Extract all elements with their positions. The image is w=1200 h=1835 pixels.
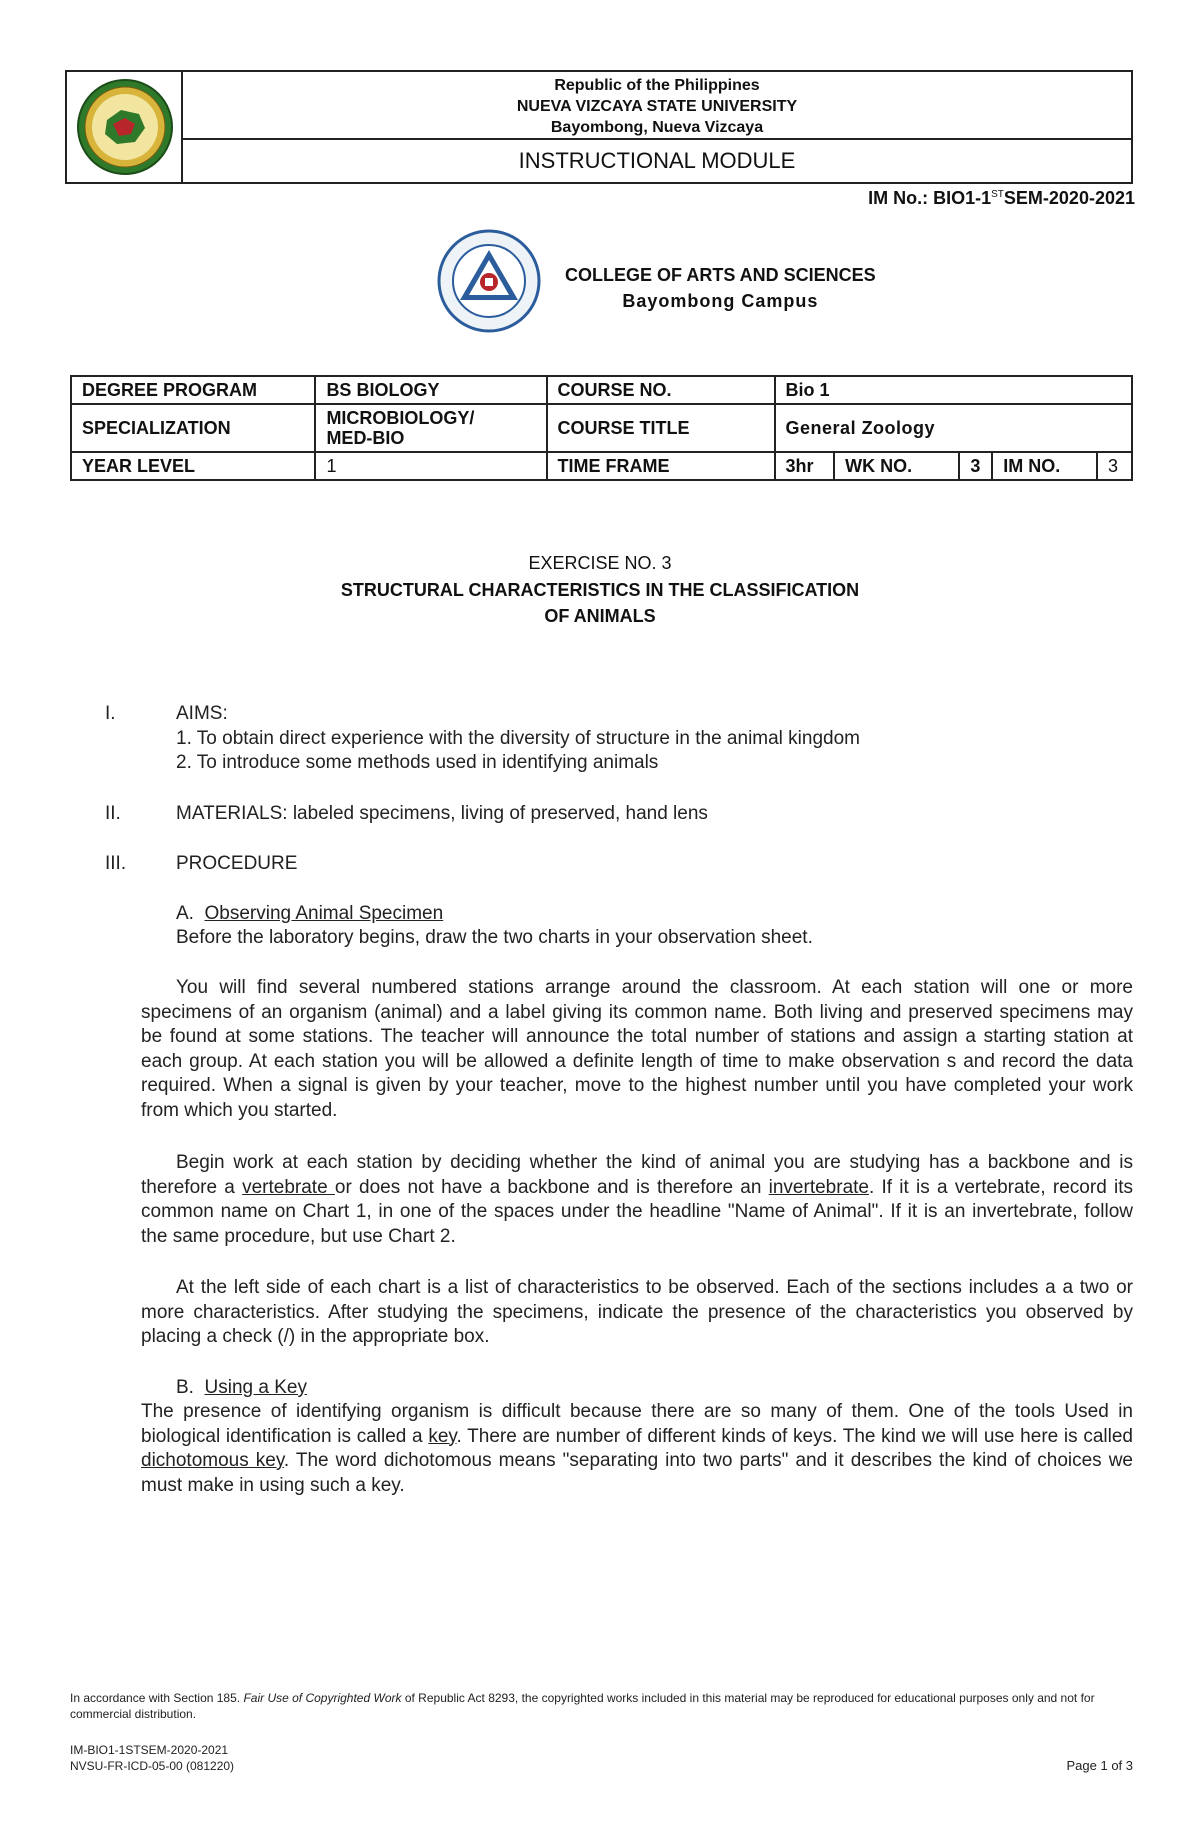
degree-label: DEGREE PROGRAM: [71, 376, 315, 404]
header-university: NUEVA VIZCAYA STATE UNIVERSITY: [516, 98, 798, 115]
exercise-title: STRUCTURAL CHARACTERISTICS IN THE CLASSIFICATION OF ANIMALS: [340, 580, 860, 626]
time-value: 3hr: [775, 452, 835, 480]
college-campus: Bayombong Campus: [622, 291, 819, 311]
college-heading: [565, 262, 876, 314]
college-seal-icon: [436, 228, 542, 334]
course-title-label: COURSE TITLE: [547, 404, 775, 452]
time-label: TIME FRAME: [547, 452, 775, 480]
materials-text: MATERIALS: labeled specimens, living of preserved, hand lens: [176, 803, 708, 824]
exercise-number: EXERCISE NO. 3: [528, 553, 672, 573]
aim-item-2: 2. To introduce some methods used in identifying animals: [176, 752, 659, 773]
table-row: [71, 376, 1132, 404]
spec-label: SPECIALIZATION: [71, 404, 315, 452]
header-institution: [183, 72, 1131, 140]
procedure-label: PROCEDURE: [176, 853, 298, 874]
wk-label: WK NO.: [834, 452, 959, 480]
subsection-a-intro: Before the laboratory begins, draw the two charts in your observation sheet.: [176, 927, 813, 948]
paragraph-backbone: Begin work at each station by deciding whether the kind of animal you are studying has a backbone and is therefore a vertebrate or does not have a backbone and is therefore an invertebrate. If it is a vertebrate, record its common name on Chart 1, in one of the spaces under the headline "Name of Animal". If it is an invertebrate, follow the same procedure, but use Chart 2.: [141, 1152, 1134, 1247]
aims-label: AIMS:: [176, 703, 228, 724]
course-no-value: Bio 1: [775, 376, 1132, 404]
im-label: IM NO.: [992, 452, 1097, 480]
paragraph-stations: You will find several numbered stations arrange around the classroom. At each station will one or more specimens of an organism (animal) and a label giving its common name. Both living and preserved specimens may be found at some stations. The teacher will announce the total number of stations and assign a starting station at each group. At each station you will be allowed a definite length of time to make observation s and record the data required. When a signal is given by your teacher, move to the highest number until you have completed your work from which you started.: [141, 977, 1133, 1121]
table-row: [71, 404, 1132, 452]
table-row: [71, 452, 1132, 480]
university-seal-icon: [69, 72, 181, 182]
procedure-number: III.: [105, 853, 127, 874]
university-seal-cell: [67, 72, 183, 182]
course-no-label: COURSE NO.: [547, 376, 775, 404]
spec-value: MICROBIOLOGY/ MED-BIO: [315, 404, 546, 452]
paragraph-charts: At the left side of each chart is a list of characteristics to be observed. Each of the sections includes a a two or more characteristics. After studying the specimens, indicate the presence of the characteristics you observed by placing a check (/) in the appropriate box.: [141, 1277, 1133, 1347]
page-number: Page 1 of 3: [1066, 1758, 1133, 1773]
year-value: 1: [315, 452, 546, 480]
subsection-b-heading: B. Using a Key: [176, 1377, 307, 1398]
year-label: YEAR LEVEL: [71, 452, 315, 480]
header-republic: Republic of the Philippines: [554, 77, 760, 94]
subsection-a-heading: A. Observing Animal Specimen: [176, 903, 444, 924]
copyright-notice: In accordance with Section 185. Fair Use of Copyrighted Work of Republic Act 8293, the copyrighted works included in this material may be reproduced for educational purposes only and not for commercial distribution.: [70, 1691, 1095, 1721]
college-name: COLLEGE OF ARTS AND SCIENCES: [565, 265, 876, 285]
header-module-title: INSTRUCTIONAL MODULE: [518, 148, 796, 173]
footer-im-code: IM-BIO1-1STSEM-2020-2021: [70, 1743, 229, 1757]
course-title-value: General Zoology: [775, 404, 1132, 452]
paragraph-key: The presence of identifying organism is difficult because there are so many of them. One of the tools Used in biological identification is called a key. There are number of different kinds of keys. The kind we will use here is called dichotomous key. The word dichotomous means "separating into two parts" and it describes the kind of choices we must make in using such a key.: [141, 1401, 1133, 1496]
footer-form-code: NVSU-FR-ICD-05-00 (081220): [70, 1759, 235, 1773]
im-number: IM No.: BIO1-1STSEM-2020-2021: [868, 188, 1135, 208]
header-box: [65, 70, 1133, 184]
wk-value: 3: [959, 452, 992, 480]
footer-codes: [70, 1742, 234, 1774]
degree-value: BS BIOLOGY: [315, 376, 546, 404]
course-info-table: [70, 375, 1133, 481]
header-location: Bayombong, Nueva Vizcaya: [550, 119, 764, 136]
aim-item-1: 1. To obtain direct experience with the diversity of structure in the animal kingdom: [176, 728, 860, 749]
materials-number: II.: [105, 803, 121, 824]
im-value: 3: [1097, 452, 1132, 480]
aims-number: I.: [105, 703, 116, 724]
